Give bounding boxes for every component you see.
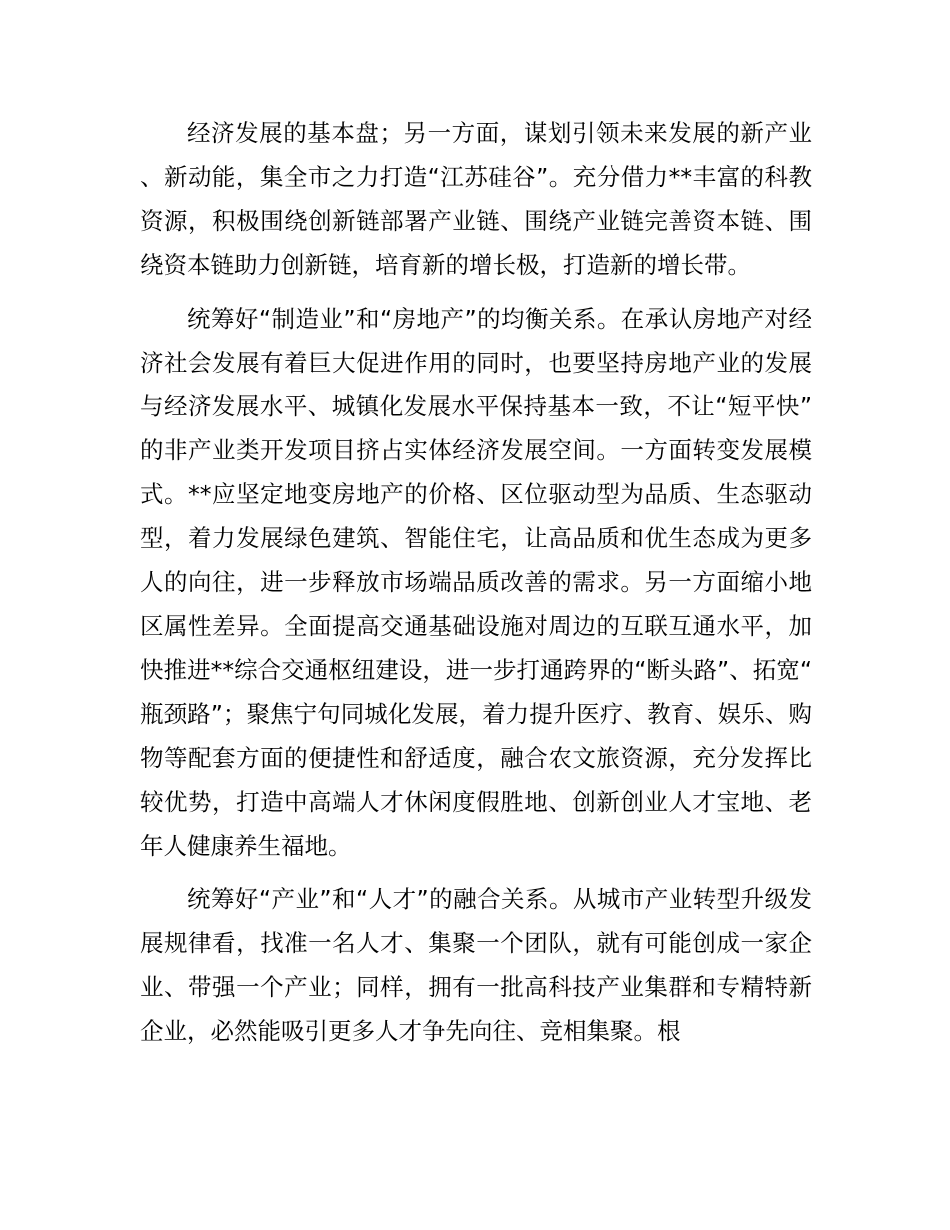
paragraph-industry-talent: 统筹好“产业”和“人才”的融合关系。从城市产业转型升级发展规律看，找准一名人才、集聚一个团队，就有可能创成一家企业、带强一个产业；同样，拥有一批高科技产业集群和专精特新企业，必然能吸引更多人才争先向往、竞相集聚。根 (140, 885, 812, 1046)
paragraph-economic-foundation: 经济发展的基本盘；另一方面，谋划引领未来发展的新产业、新动能，集全市之力打造“江苏硅谷”。充分借力**丰富的科教资源，积极围绕创新链部署产业链、围绕产业链完善资本链、围绕资本链助力创新链，培育新的增长极，打造新的增长带。 (140, 119, 812, 279)
paragraph-manufacturing-real-estate: 统筹好“制造业”和“房地产”的均衡关系。在承认房地产对经济社会发展有着巨大促进作用的同时，也要坚持房地产业的发展与经济发展水平、城镇化发展水平保持基本一致，不让“短平快”的非产业类开发项目挤占实体经济发展空间。一方面转变发展模式。**应坚定地变房地产的价格、区位驱动型为品质、生态驱动型，着力发展绿色建筑、智能住宅，让高品质和优生态成为更多人的向往，进一步释放市场端品质改善的需求。另一方面缩小地区属性差异。全面提高交通基础设施对周边的互联互通水平，加快推进**综合交通枢纽建设，进一步打通跨界的“断头路”、拓宽“瓶颈路”；聚焦宁句同城化发展，着力提升医疗、教育、娱乐、购物等配套方面的便捷性和舒适度，融合农文旅资源，充分发挥比较优势，打造中高端人才休闲度假胜地、创新创业人才宝地、老年人健康养生福地。 (140, 304, 812, 860)
document-body (140, 112, 812, 1054)
